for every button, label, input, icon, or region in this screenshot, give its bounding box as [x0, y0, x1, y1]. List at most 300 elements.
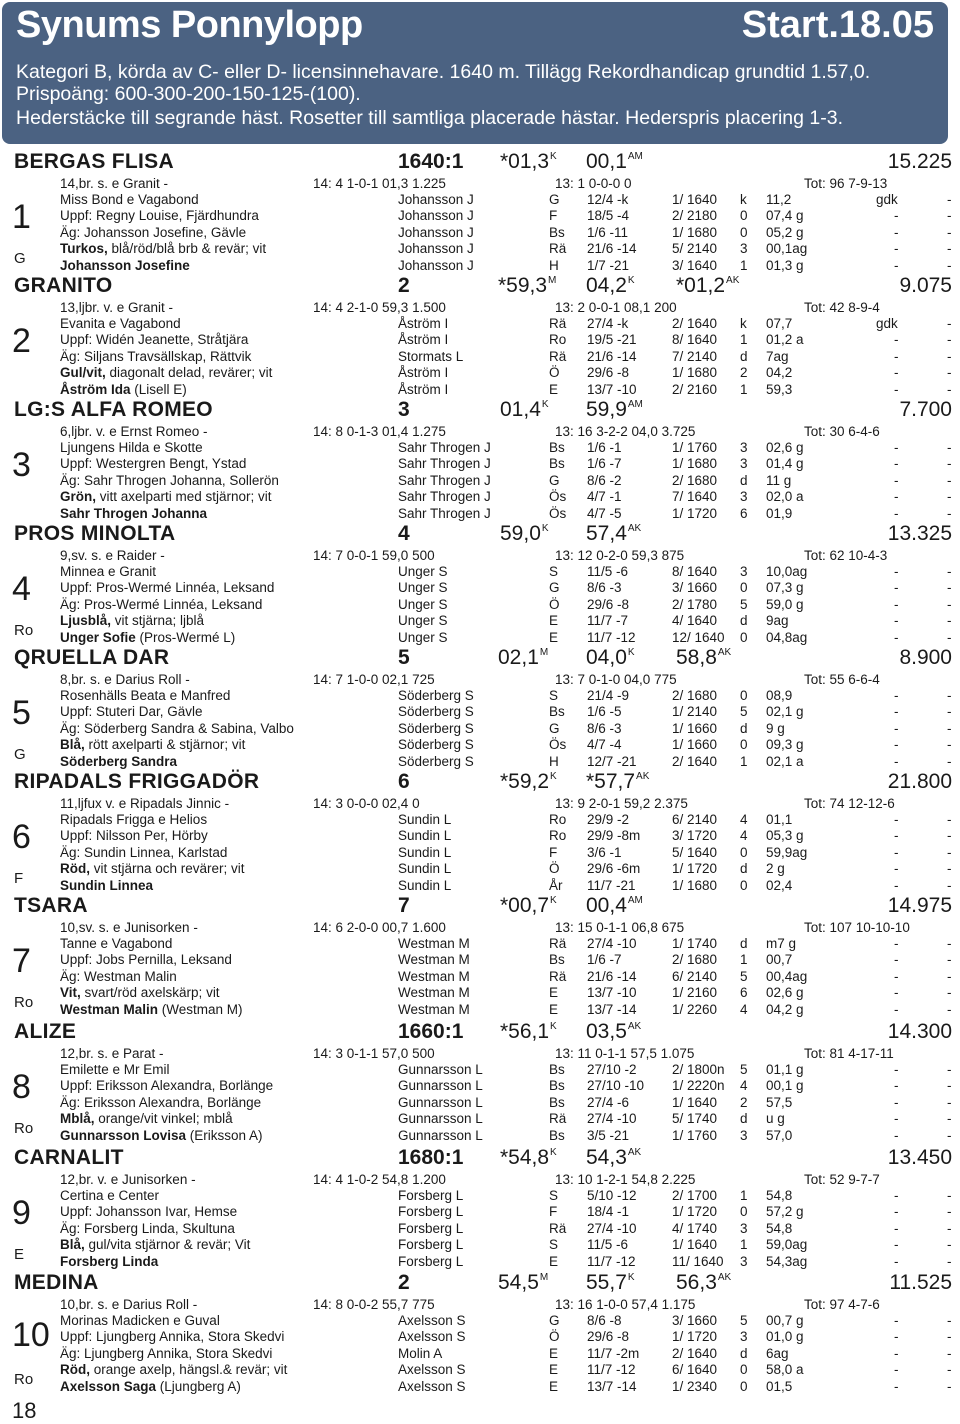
- start-date: 29/6 -8: [587, 596, 630, 612]
- horse-distance: 4: [398, 522, 410, 545]
- start-time: 54,8: [766, 1220, 793, 1236]
- horse-stats-row: [0, 920, 960, 936]
- start-driver: Axelsson S: [398, 1378, 466, 1394]
- start-placing: 1/ 2340: [672, 1378, 718, 1394]
- start-driver: Sahr Throgen J: [398, 489, 491, 505]
- horse-name-row: [0, 522, 960, 548]
- start-position: k: [740, 192, 747, 207]
- colors-main: Blå,: [60, 737, 85, 753]
- stats-2013: 13: 9 2-0-1 59,2 2.375: [555, 796, 688, 811]
- start-placing: 2/ 1700: [672, 1188, 718, 1203]
- start-placing: 1/ 1640: [672, 192, 718, 207]
- start-time: 02,1 a: [766, 753, 804, 769]
- record-type: AK: [627, 523, 642, 534]
- start-placing: 2/ 1640: [672, 1345, 718, 1361]
- start-time: 07,4 g: [766, 208, 804, 224]
- start-prize: -: [947, 688, 952, 703]
- start-driver: Unger S: [398, 580, 448, 596]
- horse-earnings: 21.800: [887, 770, 952, 793]
- start-driver: Gunnarsson L: [398, 1062, 483, 1077]
- driver-trainer: (Westman M): [158, 1001, 243, 1017]
- horse-record: [500, 150, 557, 174]
- horse-record: [676, 274, 739, 298]
- start-position: 3: [740, 440, 748, 455]
- horse-earnings: 14.975: [887, 894, 952, 917]
- start-date: 27/10 -2: [587, 1062, 637, 1077]
- start-track: Bs: [549, 1094, 565, 1110]
- horse-name[interactable]: TSARA: [14, 894, 88, 917]
- start-odds: -: [894, 968, 899, 984]
- stats-2014: 14: 3 0-0-0 02,4 0: [313, 796, 420, 811]
- driver-name: Unger Sofie: [60, 629, 136, 645]
- horse-breeder: Uppf: Nilsson Per, Hörby: [60, 828, 208, 844]
- record-time: 00,4: [586, 894, 627, 917]
- driver-name: Sundin Linnea: [60, 877, 153, 893]
- start-row: [0, 754, 960, 770]
- horse-breeder: Uppf: Stuteri Dar, Gävle: [60, 704, 203, 720]
- start-placing: 3/ 1640: [672, 257, 718, 273]
- record-type: M: [548, 275, 557, 286]
- record-type: M: [539, 1272, 549, 1283]
- start-time: 00,7: [766, 952, 793, 968]
- start-driver: Axelsson S: [398, 1362, 466, 1378]
- start-date: 12/4 -k: [587, 192, 629, 207]
- start-odds: -: [894, 704, 899, 720]
- start-prize: -: [947, 1345, 952, 1361]
- start-track: E: [549, 1253, 559, 1269]
- start-odds: -: [894, 828, 899, 844]
- horse-info: 12,br. v. e Junisorken -: [60, 1172, 196, 1187]
- driver-trainer: (Ljungberg A): [156, 1378, 241, 1394]
- stats-total: Tot: 30 6-4-6: [804, 424, 880, 439]
- start-position: 6: [740, 985, 748, 1001]
- start-time: 04,2: [766, 365, 793, 381]
- start-time: 2 g: [766, 861, 785, 877]
- start-time: 9ag: [766, 613, 789, 629]
- start-date: 29/9 -2: [587, 812, 630, 827]
- start-position: 0: [740, 580, 748, 596]
- shoe-code: F: [14, 870, 24, 887]
- record-type: K: [550, 895, 557, 906]
- start-time: 01,9: [766, 505, 793, 521]
- horse-name[interactable]: GRANITO: [14, 274, 113, 297]
- start-time: 05,3 g: [766, 828, 804, 844]
- horse-breeder: Uppf: Jobs Pernilla, Leksand: [60, 952, 232, 968]
- stats-2013: 13: 7 0-1-0 04,0 775: [555, 672, 677, 687]
- start-date: 1/6 -1: [587, 440, 622, 455]
- horse-name-row: [0, 894, 960, 920]
- horse-record: [586, 1020, 641, 1044]
- start-driver: Sundin L: [398, 828, 452, 844]
- horse-record: [586, 398, 643, 422]
- start-time: 01,4 g: [766, 456, 804, 472]
- horse-record: [500, 1146, 557, 1170]
- colors-main: Turkos,: [60, 241, 108, 257]
- start-placing: 2/ 1680: [672, 472, 718, 488]
- start-row: [0, 473, 960, 489]
- horse-name-row: [0, 398, 960, 424]
- start-odds: -: [894, 332, 899, 348]
- horse-distance: 1680:1: [398, 1146, 464, 1169]
- start-time: 01,5: [766, 1378, 793, 1394]
- start-placing: 1/ 1720: [672, 861, 718, 877]
- horse-driver: [60, 878, 153, 893]
- start-date: 13/7 -10: [587, 985, 637, 1001]
- start-driver: Unger S: [398, 629, 448, 645]
- horse-entry: [0, 1146, 960, 1270]
- start-placing: 1/ 1720: [672, 505, 718, 521]
- start-time: 01,1 g: [766, 1062, 804, 1077]
- start-row: [0, 1078, 960, 1094]
- horse-info: 11,ljfux v. e Ripadals Jinnic -: [60, 796, 230, 811]
- stats-2013: 13: 12 0-2-0 59,3 875: [555, 548, 685, 563]
- start-placing: 1/ 1760: [672, 440, 718, 455]
- start-date: 27/4 -10: [587, 1111, 637, 1127]
- start-date: 8/6 -8: [587, 1313, 622, 1328]
- start-row: [0, 1128, 960, 1144]
- start-odds: -: [894, 720, 899, 736]
- start-time: 02,0 a: [766, 489, 804, 505]
- start-track: Rä: [549, 1220, 567, 1236]
- start-placing: 1/ 2160: [672, 985, 718, 1001]
- start-row: [0, 241, 960, 257]
- start-odds: gdk: [876, 316, 898, 331]
- horse-entry: [0, 1271, 960, 1395]
- horse-name[interactable]: PROS MINOLTA: [14, 522, 176, 545]
- start-row: [0, 1254, 960, 1270]
- start-track: G: [549, 1313, 560, 1328]
- start-driver: Söderberg S: [398, 688, 474, 703]
- driver-trainer: (Lisell E): [130, 381, 187, 397]
- record-type: K: [550, 1021, 557, 1032]
- start-track: Ö: [549, 861, 560, 877]
- start-time: 7ag: [766, 348, 789, 364]
- start-number-big: 8: [12, 1068, 31, 1106]
- horse-name[interactable]: QRUELLA DAR: [14, 646, 170, 669]
- start-position: d: [740, 472, 748, 488]
- start-row: [0, 952, 960, 968]
- start-odds: -: [894, 1362, 899, 1378]
- start-date: 21/6 -14: [587, 348, 637, 364]
- start-row: [0, 861, 960, 877]
- start-date: 13/7 -14: [587, 1001, 637, 1017]
- start-prize: -: [947, 737, 952, 753]
- start-position: 0: [740, 688, 748, 703]
- start-odds: -: [894, 1313, 899, 1328]
- start-row: [0, 208, 960, 224]
- record-type: AM: [627, 151, 643, 162]
- start-position: 1: [740, 257, 748, 273]
- start-position: d: [740, 720, 748, 736]
- horse-driver: [60, 1002, 243, 1017]
- start-date: 11/7 -21: [587, 877, 636, 893]
- colors-rest: svart/röd axelskärp; vit: [80, 985, 220, 1001]
- horse-name[interactable]: BERGAS FLISA: [14, 150, 174, 173]
- driver-name: Söderberg Sandra: [60, 753, 178, 769]
- start-odds: -: [894, 877, 899, 893]
- horse-colors: [60, 613, 204, 628]
- horse-owner: Äg: Siljans Travsällskap, Rättvik: [60, 348, 252, 364]
- start-prize: -: [947, 192, 952, 207]
- start-placing: 1/ 1760: [672, 1127, 718, 1143]
- start-placing: 5/ 1740: [672, 1111, 718, 1127]
- record-time: *01,3: [500, 150, 550, 173]
- colors-rest: vit stjärna; ljblå: [111, 613, 205, 629]
- start-row: [0, 225, 960, 241]
- start-time: 54,8: [766, 1188, 793, 1203]
- start-position: 3: [740, 456, 748, 472]
- start-prize: -: [947, 489, 952, 505]
- start-placing: 8/ 1640: [672, 332, 718, 348]
- horse-earnings: 11.525: [889, 1271, 952, 1294]
- shoe-code: Ro: [14, 1371, 34, 1388]
- start-driver: Sahr Throgen J: [398, 456, 491, 472]
- start-track: E: [549, 1345, 559, 1361]
- colors-rest: orange axelp, hängsl.& revär; vit: [90, 1362, 288, 1378]
- horse-owner: Äg: Ljungberg Annika, Stora Skedvi: [60, 1345, 273, 1361]
- start-date: 11/5 -6: [587, 1237, 629, 1253]
- start-position: 0: [740, 224, 748, 240]
- record-type: K: [550, 1147, 557, 1158]
- record-time: 54,3: [586, 1146, 627, 1169]
- start-placing: 1/ 1640: [672, 1237, 718, 1253]
- start-track: S: [549, 1237, 559, 1253]
- start-placing: 4/ 1740: [672, 1220, 718, 1236]
- start-time: 57,2 g: [766, 1204, 804, 1220]
- horse-entry: [0, 646, 960, 770]
- start-date: 18/4 -1: [587, 1204, 630, 1220]
- start-placing: 1/ 1660: [672, 737, 718, 753]
- driver-trainer: (Pros-Wermé L): [135, 629, 236, 645]
- start-row: [0, 382, 960, 398]
- start-odds: -: [894, 440, 899, 455]
- start-odds: -: [894, 1062, 899, 1077]
- horse-name[interactable]: ALIZE: [14, 1020, 77, 1043]
- horse-record: [500, 770, 557, 794]
- horse-earnings: 9.075: [899, 274, 952, 297]
- shoe-code: G: [14, 250, 26, 267]
- colors-main: Mblå,: [60, 1111, 95, 1127]
- horse-entry: [0, 522, 960, 646]
- record-time: 04,0: [586, 646, 627, 669]
- start-driver: Unger S: [398, 596, 448, 612]
- start-row: [0, 564, 960, 580]
- start-driver: Sahr Throgen J: [398, 472, 491, 488]
- horse-name-row: [0, 1020, 960, 1046]
- horse-distance: 2: [398, 274, 410, 297]
- start-position: 3: [740, 1127, 748, 1143]
- record-type: K: [541, 399, 549, 410]
- start-placing: 6/ 1640: [672, 1362, 718, 1378]
- start-placing: 1/ 1680: [672, 365, 718, 381]
- horse-dam: Miss Bond e Vagabond: [60, 192, 199, 207]
- horse-distance: 6: [398, 770, 410, 793]
- start-prize: -: [947, 472, 952, 488]
- start-time: 57,0: [766, 1127, 793, 1143]
- start-prize: -: [947, 596, 952, 612]
- start-date: 5/10 -12: [587, 1188, 637, 1203]
- start-driver: Johansson J: [398, 192, 474, 207]
- start-row: [0, 1329, 960, 1345]
- start-odds: -: [894, 1378, 899, 1394]
- colors-rest: gul/vita stjärnor & revär; Vit: [84, 1237, 251, 1253]
- start-track: S: [549, 564, 559, 579]
- start-prize: -: [947, 812, 952, 827]
- start-date: 4/7 -1: [587, 489, 622, 505]
- start-position: 0: [740, 1378, 748, 1394]
- start-prize: -: [947, 1188, 952, 1203]
- start-row: [0, 440, 960, 456]
- horse-dam: Emilette e Mr Emil: [60, 1062, 170, 1077]
- start-row: [0, 1379, 960, 1395]
- horse-info: 14,br. s. e Granit -: [60, 176, 169, 191]
- start-date: 18/5 -4: [587, 208, 630, 224]
- start-time: 05,2 g: [766, 224, 804, 240]
- start-number-big: 3: [12, 446, 31, 484]
- colors-rest: rött axelparti & stjärnor; vit: [84, 737, 246, 753]
- start-driver: Forsberg L: [398, 1188, 464, 1203]
- start-time: 01,0 g: [766, 1329, 804, 1345]
- colors-main: Röd,: [60, 1362, 90, 1378]
- start-odds: -: [894, 1111, 899, 1127]
- start-placing: 1/ 1740: [672, 936, 718, 951]
- start-time: 09,3 g: [766, 737, 804, 753]
- start-row: [0, 1002, 960, 1018]
- start-position: 3: [740, 1220, 748, 1236]
- start-date: 11/5 -6: [587, 564, 629, 579]
- colors-rest: orange/vit vinkel; mblå: [94, 1111, 233, 1127]
- start-position: d: [740, 613, 748, 629]
- race-prize-points: Prispoäng: 600-300-200-150-125-(100).: [16, 83, 361, 105]
- race-header: [2, 2, 948, 144]
- start-track: G: [549, 580, 560, 596]
- horse-dam: Minnea e Granit: [60, 564, 157, 579]
- horse-colors: [60, 489, 272, 504]
- horse-dam: Morinas Madicken e Guval: [60, 1313, 220, 1328]
- record-time: 59,9: [586, 398, 627, 421]
- start-placing: 2/ 1780: [672, 596, 718, 612]
- start-date: 21/4 -9: [587, 688, 630, 703]
- start-prize: -: [947, 936, 952, 951]
- start-track: E: [549, 1001, 559, 1017]
- start-time: 01,3 g: [766, 257, 804, 273]
- start-position: 0: [740, 844, 748, 860]
- start-date: 1/6 -11: [587, 224, 629, 240]
- horse-breeder: Uppf: Eriksson Alexandra, Borlänge: [60, 1078, 274, 1094]
- start-date: 29/6 -8: [587, 365, 630, 381]
- start-time: 04,8ag: [766, 629, 808, 645]
- start-row: [0, 1237, 960, 1253]
- start-odds: -: [894, 1237, 899, 1253]
- start-row: [0, 737, 960, 753]
- record-time: 57,4: [586, 522, 627, 545]
- start-position: 1: [740, 1237, 748, 1253]
- start-track: Rä: [549, 241, 567, 257]
- start-position: 1: [740, 1188, 748, 1203]
- start-row: [0, 721, 960, 737]
- start-row: [0, 1204, 960, 1220]
- horse-entry: [0, 274, 960, 398]
- start-position: 5: [740, 968, 748, 984]
- stats-total: Tot: 42 8-9-4: [804, 300, 880, 315]
- stats-2013: 13: 10 1-2-1 54,8 2.225: [555, 1172, 696, 1187]
- start-time: 59,0 g: [766, 596, 804, 612]
- start-date: 11/7 -12: [587, 1253, 636, 1269]
- record-time: *59,3: [498, 274, 548, 297]
- start-time: 02,6 g: [766, 440, 804, 455]
- start-date: 27/10 -10: [587, 1078, 645, 1094]
- horse-record: [500, 894, 557, 918]
- horse-stats-row: [0, 796, 960, 812]
- start-driver: Forsberg L: [398, 1253, 464, 1269]
- start-row: [0, 192, 960, 208]
- horse-name[interactable]: LG:S ALFA ROMEO: [14, 398, 213, 421]
- horse-name[interactable]: CARNALIT: [14, 1146, 124, 1169]
- shoe-code: Ro: [14, 622, 34, 639]
- start-driver: Åström I: [398, 365, 449, 381]
- horse-name-row: [0, 274, 960, 300]
- start-time: 00,1 g: [766, 1078, 804, 1094]
- horse-record: [586, 1146, 641, 1170]
- horse-owner: Äg: Sahr Throgen Johanna, Sollerön: [60, 472, 279, 488]
- horse-name[interactable]: MEDINA: [14, 1271, 99, 1294]
- start-prize: -: [947, 580, 952, 596]
- start-odds: -: [894, 596, 899, 612]
- start-position: 6: [740, 505, 748, 521]
- start-driver: Westman M: [398, 968, 470, 984]
- start-driver: Westman M: [398, 985, 470, 1001]
- start-track: Rä: [549, 1111, 567, 1127]
- start-prize: -: [947, 1094, 952, 1110]
- start-odds: -: [894, 812, 899, 827]
- record-type: M: [539, 647, 549, 658]
- start-driver: Unger S: [398, 613, 448, 629]
- horse-dam: Ripadals Frigga e Helios: [60, 812, 208, 827]
- horse-record: [586, 1271, 635, 1295]
- horse-driver: [60, 1128, 263, 1143]
- start-prize: -: [947, 629, 952, 645]
- start-driver: Axelsson S: [398, 1313, 466, 1328]
- start-track: E: [549, 381, 559, 397]
- start-position: 0: [740, 1362, 748, 1378]
- start-driver: Unger S: [398, 564, 448, 579]
- horse-owner: Äg: Westman Malin: [60, 968, 177, 984]
- start-row: [0, 1346, 960, 1362]
- record-time: *00,7: [500, 894, 550, 917]
- horse-owner: Äg: Eriksson Alexandra, Borlänge: [60, 1094, 262, 1110]
- start-position: 1: [740, 332, 748, 348]
- driver-name: Westman Malin: [60, 1001, 159, 1017]
- start-track: E: [549, 1362, 559, 1378]
- horse-name[interactable]: RIPADALS FRIGGADÖR: [14, 770, 260, 793]
- start-position: 0: [740, 208, 748, 224]
- start-date: 1/6 -7: [587, 456, 622, 472]
- start-placing: 1/ 1720: [672, 1204, 718, 1220]
- horse-colors: [60, 861, 245, 876]
- start-position: 0: [740, 629, 748, 645]
- start-placing: 11/ 1640: [672, 1253, 724, 1269]
- start-prize: -: [947, 316, 952, 331]
- start-odds: -: [894, 985, 899, 1001]
- start-prize: -: [947, 332, 952, 348]
- horse-entry: [0, 150, 960, 274]
- horse-record: [676, 1271, 731, 1295]
- start-number-big: 1: [12, 198, 31, 236]
- start-track: F: [549, 844, 558, 860]
- start-track: G: [549, 720, 560, 736]
- horse-owner: Äg: Sundin Linnea, Karlstad: [60, 844, 228, 860]
- horse-colors: [60, 737, 245, 752]
